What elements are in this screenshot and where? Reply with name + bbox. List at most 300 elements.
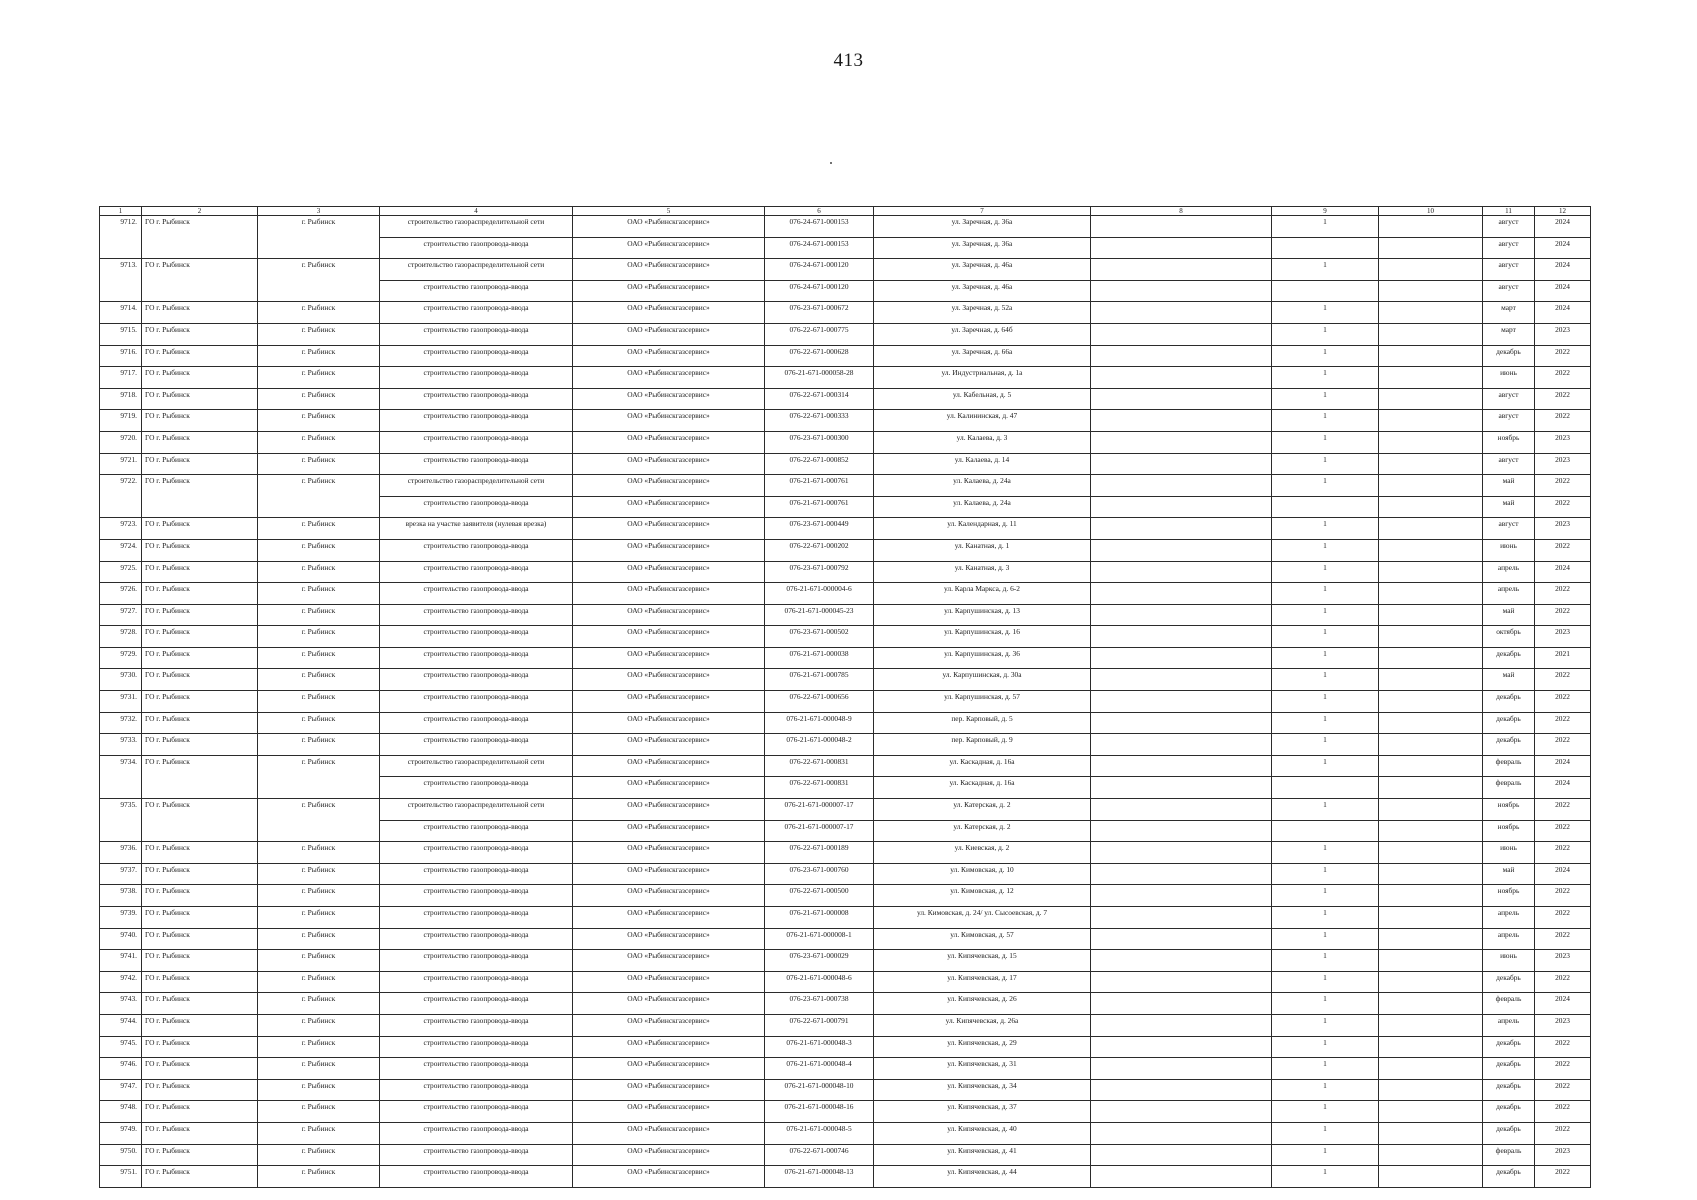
cell-month: ноябрь [1483, 799, 1535, 821]
cell-month: декабрь [1483, 1079, 1535, 1101]
cell-col8 [1091, 410, 1272, 432]
cell-address: ул. Кимовская, д. 10 [874, 863, 1091, 885]
cell-municipality: ГО г. Рыбинск [142, 842, 258, 864]
cell-month: февраль [1483, 755, 1535, 777]
cell-locality: г. Рыбинск [258, 518, 380, 540]
cell-col10 [1379, 928, 1483, 950]
cell-application-code: 076-22-671-000746 [765, 1144, 874, 1166]
cell-address: ул. Кимовская, д. 57 [874, 928, 1091, 950]
cell-col10 [1379, 496, 1483, 518]
cell-col10 [1379, 518, 1483, 540]
cell-municipality: ГО г. Рыбинск [142, 1079, 258, 1101]
cell-address: ул. Кипячевская, д. 15 [874, 950, 1091, 972]
column-header: 5 [573, 207, 765, 216]
cell-locality: г. Рыбинск [258, 799, 380, 821]
cell-application-code: 076-23-671-000029 [765, 950, 874, 972]
table-row [100, 885, 1591, 907]
cell-organization: ОАО «Рыбинскгазсервис» [573, 475, 765, 497]
cell-work-type: строительство газопровода-ввода [380, 777, 573, 799]
cell-application-code: 076-22-671-000189 [765, 842, 874, 864]
cell-work-type: строительство газопровода-ввода [380, 1122, 573, 1144]
cell-address: ул. Калаева, д. 24а [874, 496, 1091, 518]
cell-application-code: 076-21-671-000048-5 [765, 1122, 874, 1144]
cell-work-type: строительство газопровода-ввода [380, 410, 573, 432]
cell-address: ул. Калининская, д. 47 [874, 410, 1091, 432]
cell-application-code: 076-23-671-000738 [765, 993, 874, 1015]
cell-month: август [1483, 518, 1535, 540]
cell-row-number: 9720. [100, 431, 142, 453]
cell-municipality: ГО г. Рыбинск [142, 388, 258, 410]
cell-col10 [1379, 302, 1483, 324]
cell-month: декабрь [1483, 1058, 1535, 1080]
cell-locality: г. Рыбинск [258, 669, 380, 691]
cell-col9: 1 [1272, 691, 1379, 713]
cell-organization: ОАО «Рыбинскгазсервис» [573, 604, 765, 626]
cell-year: 2023 [1535, 518, 1591, 540]
cell-application-code: 076-24-671-000153 [765, 216, 874, 238]
column-header: 6 [765, 207, 874, 216]
cell-organization: ОАО «Рыбинскгазсервис» [573, 518, 765, 540]
cell-year: 2021 [1535, 647, 1591, 669]
cell-application-code: 076-21-671-000761 [765, 475, 874, 497]
column-header: 1 [100, 207, 142, 216]
cell-work-type: строительство газопровода-ввода [380, 1079, 573, 1101]
cell-organization: ОАО «Рыбинскгазсервис» [573, 496, 765, 518]
cell-locality: г. Рыбинск [258, 885, 380, 907]
cell-col9 [1272, 280, 1379, 302]
cell-col8 [1091, 669, 1272, 691]
cell-locality: г. Рыбинск [258, 1058, 380, 1080]
cell-municipality: ГО г. Рыбинск [142, 410, 258, 432]
cell-month: май [1483, 496, 1535, 518]
cell-municipality: ГО г. Рыбинск [142, 950, 258, 972]
cell-organization: ОАО «Рыбинскгазсервис» [573, 799, 765, 821]
cell-application-code: 076-21-671-000038 [765, 647, 874, 669]
cell-locality: г. Рыбинск [258, 345, 380, 367]
cell-col8 [1091, 518, 1272, 540]
cell-col9: 1 [1272, 950, 1379, 972]
column-header: 12 [1535, 207, 1591, 216]
cell-application-code: 076-24-671-000153 [765, 237, 874, 259]
scan-speck [830, 162, 832, 164]
cell-work-type: строительство газопровода-ввода [380, 712, 573, 734]
cell-col8 [1091, 259, 1272, 281]
cell-col10 [1379, 539, 1483, 561]
cell-work-type: строительство газопровода-ввода [380, 453, 573, 475]
table-row [100, 712, 1591, 734]
cell-municipality: ГО г. Рыбинск [142, 431, 258, 453]
cell-work-type: строительство газораспределительной сети [380, 475, 573, 497]
table-row [100, 1101, 1591, 1123]
cell-application-code: 076-22-671-000775 [765, 323, 874, 345]
cell-year: 2023 [1535, 453, 1591, 475]
cell-application-code: 076-21-671-000785 [765, 669, 874, 691]
cell-year: 2024 [1535, 777, 1591, 799]
cell-locality: г. Рыбинск [258, 388, 380, 410]
cell-application-code: 076-23-671-000449 [765, 518, 874, 540]
cell-locality: г. Рыбинск [258, 453, 380, 475]
cell-year: 2023 [1535, 323, 1591, 345]
cell-address: пер. Карповый, д. 9 [874, 734, 1091, 756]
cell-col9: 1 [1272, 755, 1379, 777]
cell-col9: 1 [1272, 431, 1379, 453]
cell-year: 2022 [1535, 820, 1591, 842]
cell-col10 [1379, 431, 1483, 453]
page-number: 413 [833, 50, 864, 71]
cell-organization: ОАО «Рыбинскгазсервис» [573, 280, 765, 302]
table-row [100, 1036, 1591, 1058]
cell-municipality: ГО г. Рыбинск [142, 518, 258, 540]
cell-col8 [1091, 367, 1272, 389]
cell-municipality [142, 237, 258, 259]
column-header: 2 [142, 207, 258, 216]
table-row [100, 777, 1591, 799]
table-row [100, 950, 1591, 972]
cell-organization: ОАО «Рыбинскгазсервис» [573, 971, 765, 993]
cell-col10 [1379, 885, 1483, 907]
cell-col8 [1091, 583, 1272, 605]
cell-row-number: 9750. [100, 1144, 142, 1166]
cell-address: пер. Карповый, д. 5 [874, 712, 1091, 734]
cell-row-number: 9727. [100, 604, 142, 626]
cell-municipality: ГО г. Рыбинск [142, 302, 258, 324]
table-row [100, 323, 1591, 345]
cell-address: ул. Заречная, д. 46а [874, 259, 1091, 281]
cell-work-type: строительство газопровода-ввода [380, 280, 573, 302]
cell-municipality: ГО г. Рыбинск [142, 928, 258, 950]
cell-organization: ОАО «Рыбинскгазсервис» [573, 1122, 765, 1144]
cell-organization: ОАО «Рыбинскгазсервис» [573, 1014, 765, 1036]
cell-work-type: строительство газопровода-ввода [380, 1166, 573, 1188]
cell-address: ул. Карпушинская, д. 36 [874, 647, 1091, 669]
cell-col8 [1091, 863, 1272, 885]
cell-col8 [1091, 755, 1272, 777]
cell-locality: г. Рыбинск [258, 993, 380, 1015]
cell-address: ул. Калаева, д. 24а [874, 475, 1091, 497]
cell-year: 2022 [1535, 885, 1591, 907]
cell-municipality: ГО г. Рыбинск [142, 971, 258, 993]
cell-locality: г. Рыбинск [258, 216, 380, 238]
cell-col9: 1 [1272, 302, 1379, 324]
cell-work-type: строительство газораспределительной сети [380, 259, 573, 281]
cell-col8 [1091, 453, 1272, 475]
cell-work-type: строительство газораспределительной сети [380, 755, 573, 777]
cell-year: 2022 [1535, 604, 1591, 626]
cell-year: 2022 [1535, 799, 1591, 821]
cell-municipality: ГО г. Рыбинск [142, 453, 258, 475]
cell-municipality [142, 496, 258, 518]
table-row [100, 1166, 1591, 1188]
cell-application-code: 076-23-671-000300 [765, 431, 874, 453]
cell-locality: г. Рыбинск [258, 302, 380, 324]
cell-work-type: строительство газопровода-ввода [380, 842, 573, 864]
cell-year: 2022 [1535, 1079, 1591, 1101]
cell-col8 [1091, 950, 1272, 972]
cell-col10 [1379, 734, 1483, 756]
cell-col8 [1091, 302, 1272, 324]
cell-application-code: 076-21-671-000761 [765, 496, 874, 518]
cell-municipality: ГО г. Рыбинск [142, 561, 258, 583]
cell-address: ул. Кипячевская, д. 34 [874, 1079, 1091, 1101]
cell-work-type: строительство газораспределительной сети [380, 799, 573, 821]
cell-row-number: 9746. [100, 1058, 142, 1080]
cell-organization: ОАО «Рыбинскгазсервис» [573, 302, 765, 324]
cell-row-number: 9723. [100, 518, 142, 540]
cell-municipality: ГО г. Рыбинск [142, 691, 258, 713]
cell-application-code: 076-22-671-000831 [765, 755, 874, 777]
cell-col8 [1091, 1014, 1272, 1036]
cell-month: март [1483, 323, 1535, 345]
cell-col8 [1091, 1036, 1272, 1058]
header-row [100, 207, 1591, 216]
cell-locality: г. Рыбинск [258, 1144, 380, 1166]
cell-locality: г. Рыбинск [258, 1036, 380, 1058]
table-row [100, 907, 1591, 929]
cell-organization: ОАО «Рыбинскгазсервис» [573, 259, 765, 281]
cell-row-number: 9733. [100, 734, 142, 756]
cell-col9: 1 [1272, 410, 1379, 432]
cell-application-code: 076-21-671-000008 [765, 907, 874, 929]
cell-col9: 1 [1272, 1014, 1379, 1036]
cell-col10 [1379, 1058, 1483, 1080]
cell-locality [258, 820, 380, 842]
cell-col10 [1379, 755, 1483, 777]
cell-application-code: 076-22-671-000333 [765, 410, 874, 432]
cell-locality [258, 280, 380, 302]
column-header: 11 [1483, 207, 1535, 216]
cell-locality: г. Рыбинск [258, 647, 380, 669]
table-row [100, 734, 1591, 756]
cell-municipality: ГО г. Рыбинск [142, 1101, 258, 1123]
cell-col8 [1091, 1144, 1272, 1166]
cell-address: ул. Кимовская, д. 24/ ул. Сысоевская, д. 7 [874, 907, 1091, 929]
cell-col10 [1379, 583, 1483, 605]
cell-col8 [1091, 216, 1272, 238]
table-row [100, 1144, 1591, 1166]
cell-month: август [1483, 280, 1535, 302]
cell-row-number: 9726. [100, 583, 142, 605]
cell-year: 2023 [1535, 1144, 1591, 1166]
cell-col10 [1379, 388, 1483, 410]
cell-col8 [1091, 496, 1272, 518]
cell-year: 2022 [1535, 928, 1591, 950]
cell-month: апрель [1483, 583, 1535, 605]
cell-row-number: 9731. [100, 691, 142, 713]
cell-month: август [1483, 259, 1535, 281]
cell-locality [258, 496, 380, 518]
cell-col10 [1379, 345, 1483, 367]
column-header: 7 [874, 207, 1091, 216]
cell-application-code: 076-24-671-000120 [765, 259, 874, 281]
table-row [100, 604, 1591, 626]
cell-col8 [1091, 388, 1272, 410]
cell-col9: 1 [1272, 367, 1379, 389]
cell-organization: ОАО «Рыбинскгазсервис» [573, 237, 765, 259]
cell-col10 [1379, 237, 1483, 259]
cell-year: 2024 [1535, 993, 1591, 1015]
cell-year: 2024 [1535, 302, 1591, 324]
cell-organization: ОАО «Рыбинскгазсервис» [573, 626, 765, 648]
cell-row-number: 9747. [100, 1079, 142, 1101]
cell-col9: 1 [1272, 734, 1379, 756]
cell-year: 2022 [1535, 907, 1591, 929]
cell-col10 [1379, 1101, 1483, 1123]
cell-row-number [100, 777, 142, 799]
cell-application-code: 076-21-671-000048-2 [765, 734, 874, 756]
table-row [100, 928, 1591, 950]
cell-locality: г. Рыбинск [258, 950, 380, 972]
cell-address: ул. Карпушинская, д. 57 [874, 691, 1091, 713]
cell-municipality: ГО г. Рыбинск [142, 367, 258, 389]
cell-col9: 1 [1272, 1122, 1379, 1144]
cell-organization: ОАО «Рыбинскгазсервис» [573, 734, 765, 756]
cell-month: декабрь [1483, 1122, 1535, 1144]
cell-col9: 1 [1272, 1079, 1379, 1101]
cell-row-number: 9725. [100, 561, 142, 583]
cell-work-type: строительство газопровода-ввода [380, 626, 573, 648]
cell-col8 [1091, 1058, 1272, 1080]
cell-row-number: 9729. [100, 647, 142, 669]
table-row [100, 820, 1591, 842]
column-header: 8 [1091, 207, 1272, 216]
cell-month: август [1483, 453, 1535, 475]
cell-municipality: ГО г. Рыбинск [142, 475, 258, 497]
cell-locality: г. Рыбинск [258, 626, 380, 648]
table-row [100, 345, 1591, 367]
cell-organization: ОАО «Рыбинскгазсервис» [573, 928, 765, 950]
cell-work-type: строительство газопровода-ввода [380, 928, 573, 950]
cell-year: 2022 [1535, 1036, 1591, 1058]
cell-address: ул. Каскадная, д. 16а [874, 777, 1091, 799]
cell-col9: 1 [1272, 323, 1379, 345]
cell-address: ул. Карпушинская, д. 13 [874, 604, 1091, 626]
cell-row-number: 9736. [100, 842, 142, 864]
cell-col8 [1091, 647, 1272, 669]
cell-work-type: строительство газопровода-ввода [380, 388, 573, 410]
cell-organization: ОАО «Рыбинскгазсервис» [573, 820, 765, 842]
cell-col8 [1091, 993, 1272, 1015]
cell-col10 [1379, 691, 1483, 713]
table-row [100, 993, 1591, 1015]
cell-address: ул. Канатная, д. 3 [874, 561, 1091, 583]
cell-col8 [1091, 971, 1272, 993]
cell-application-code: 076-22-671-000656 [765, 691, 874, 713]
cell-address: ул. Календарная, д. 11 [874, 518, 1091, 540]
cell-locality: г. Рыбинск [258, 712, 380, 734]
cell-address: ул. Кабельная, д. 5 [874, 388, 1091, 410]
cell-year: 2024 [1535, 259, 1591, 281]
cell-address: ул. Кипячевская, д. 26 [874, 993, 1091, 1015]
column-header: 9 [1272, 207, 1379, 216]
table-row [100, 669, 1591, 691]
cell-col10 [1379, 604, 1483, 626]
cell-organization: ОАО «Рыбинскгазсервис» [573, 367, 765, 389]
cell-organization: ОАО «Рыбинскгазсервис» [573, 907, 765, 929]
cell-col9: 1 [1272, 863, 1379, 885]
cell-col10 [1379, 777, 1483, 799]
cell-organization: ОАО «Рыбинскгазсервис» [573, 1101, 765, 1123]
cell-col8 [1091, 907, 1272, 929]
cell-month: ноябрь [1483, 431, 1535, 453]
cell-work-type: строительство газопровода-ввода [380, 907, 573, 929]
cell-row-number: 9719. [100, 410, 142, 432]
cell-organization: ОАО «Рыбинскгазсервис» [573, 950, 765, 972]
cell-municipality: ГО г. Рыбинск [142, 583, 258, 605]
cell-year: 2022 [1535, 734, 1591, 756]
cell-col10 [1379, 561, 1483, 583]
cell-year: 2022 [1535, 388, 1591, 410]
cell-col8 [1091, 799, 1272, 821]
cell-address: ул. Карпушинская, д. 16 [874, 626, 1091, 648]
cell-work-type: строительство газопровода-ввода [380, 820, 573, 842]
cell-row-number: 9730. [100, 669, 142, 691]
cell-col8 [1091, 539, 1272, 561]
cell-month: июнь [1483, 367, 1535, 389]
cell-organization: ОАО «Рыбинскгазсервис» [573, 1166, 765, 1188]
cell-locality: г. Рыбинск [258, 691, 380, 713]
cell-year: 2024 [1535, 561, 1591, 583]
cell-year: 2023 [1535, 626, 1591, 648]
cell-municipality: ГО г. Рыбинск [142, 799, 258, 821]
cell-address: ул. Катерская, д. 2 [874, 799, 1091, 821]
cell-row-number: 9738. [100, 885, 142, 907]
registry-table-wrap [99, 206, 1590, 1188]
table-row [100, 561, 1591, 583]
cell-locality: г. Рыбинск [258, 971, 380, 993]
cell-municipality: ГО г. Рыбинск [142, 647, 258, 669]
cell-col10 [1379, 453, 1483, 475]
table-row [100, 475, 1591, 497]
cell-year: 2022 [1535, 1058, 1591, 1080]
cell-row-number: 9740. [100, 928, 142, 950]
cell-month: декабрь [1483, 734, 1535, 756]
cell-year: 2022 [1535, 583, 1591, 605]
cell-year: 2023 [1535, 950, 1591, 972]
table-row [100, 647, 1591, 669]
cell-col8 [1091, 237, 1272, 259]
cell-work-type: строительство газопровода-ввода [380, 431, 573, 453]
cell-row-number: 9728. [100, 626, 142, 648]
cell-address: ул. Кипячевская, д. 17 [874, 971, 1091, 993]
cell-address: ул. Индустриальная, д. 1а [874, 367, 1091, 389]
cell-col8 [1091, 280, 1272, 302]
cell-year: 2022 [1535, 539, 1591, 561]
cell-row-number: 9712. [100, 216, 142, 238]
cell-row-number: 9742. [100, 971, 142, 993]
table-row [100, 237, 1591, 259]
cell-col9: 1 [1272, 993, 1379, 1015]
cell-year: 2022 [1535, 410, 1591, 432]
cell-col9: 1 [1272, 345, 1379, 367]
cell-col10 [1379, 971, 1483, 993]
cell-col9: 1 [1272, 907, 1379, 929]
cell-month: ноябрь [1483, 820, 1535, 842]
cell-year: 2024 [1535, 237, 1591, 259]
cell-locality: г. Рыбинск [258, 1079, 380, 1101]
cell-month: июнь [1483, 539, 1535, 561]
cell-col9 [1272, 777, 1379, 799]
cell-row-number: 9737. [100, 863, 142, 885]
cell-col9: 1 [1272, 1166, 1379, 1188]
cell-application-code: 076-22-671-000314 [765, 388, 874, 410]
cell-municipality: ГО г. Рыбинск [142, 1014, 258, 1036]
cell-row-number [100, 280, 142, 302]
cell-col9 [1272, 496, 1379, 518]
cell-municipality: ГО г. Рыбинск [142, 755, 258, 777]
table-row [100, 842, 1591, 864]
cell-col9: 1 [1272, 885, 1379, 907]
cell-month: декабрь [1483, 1166, 1535, 1188]
